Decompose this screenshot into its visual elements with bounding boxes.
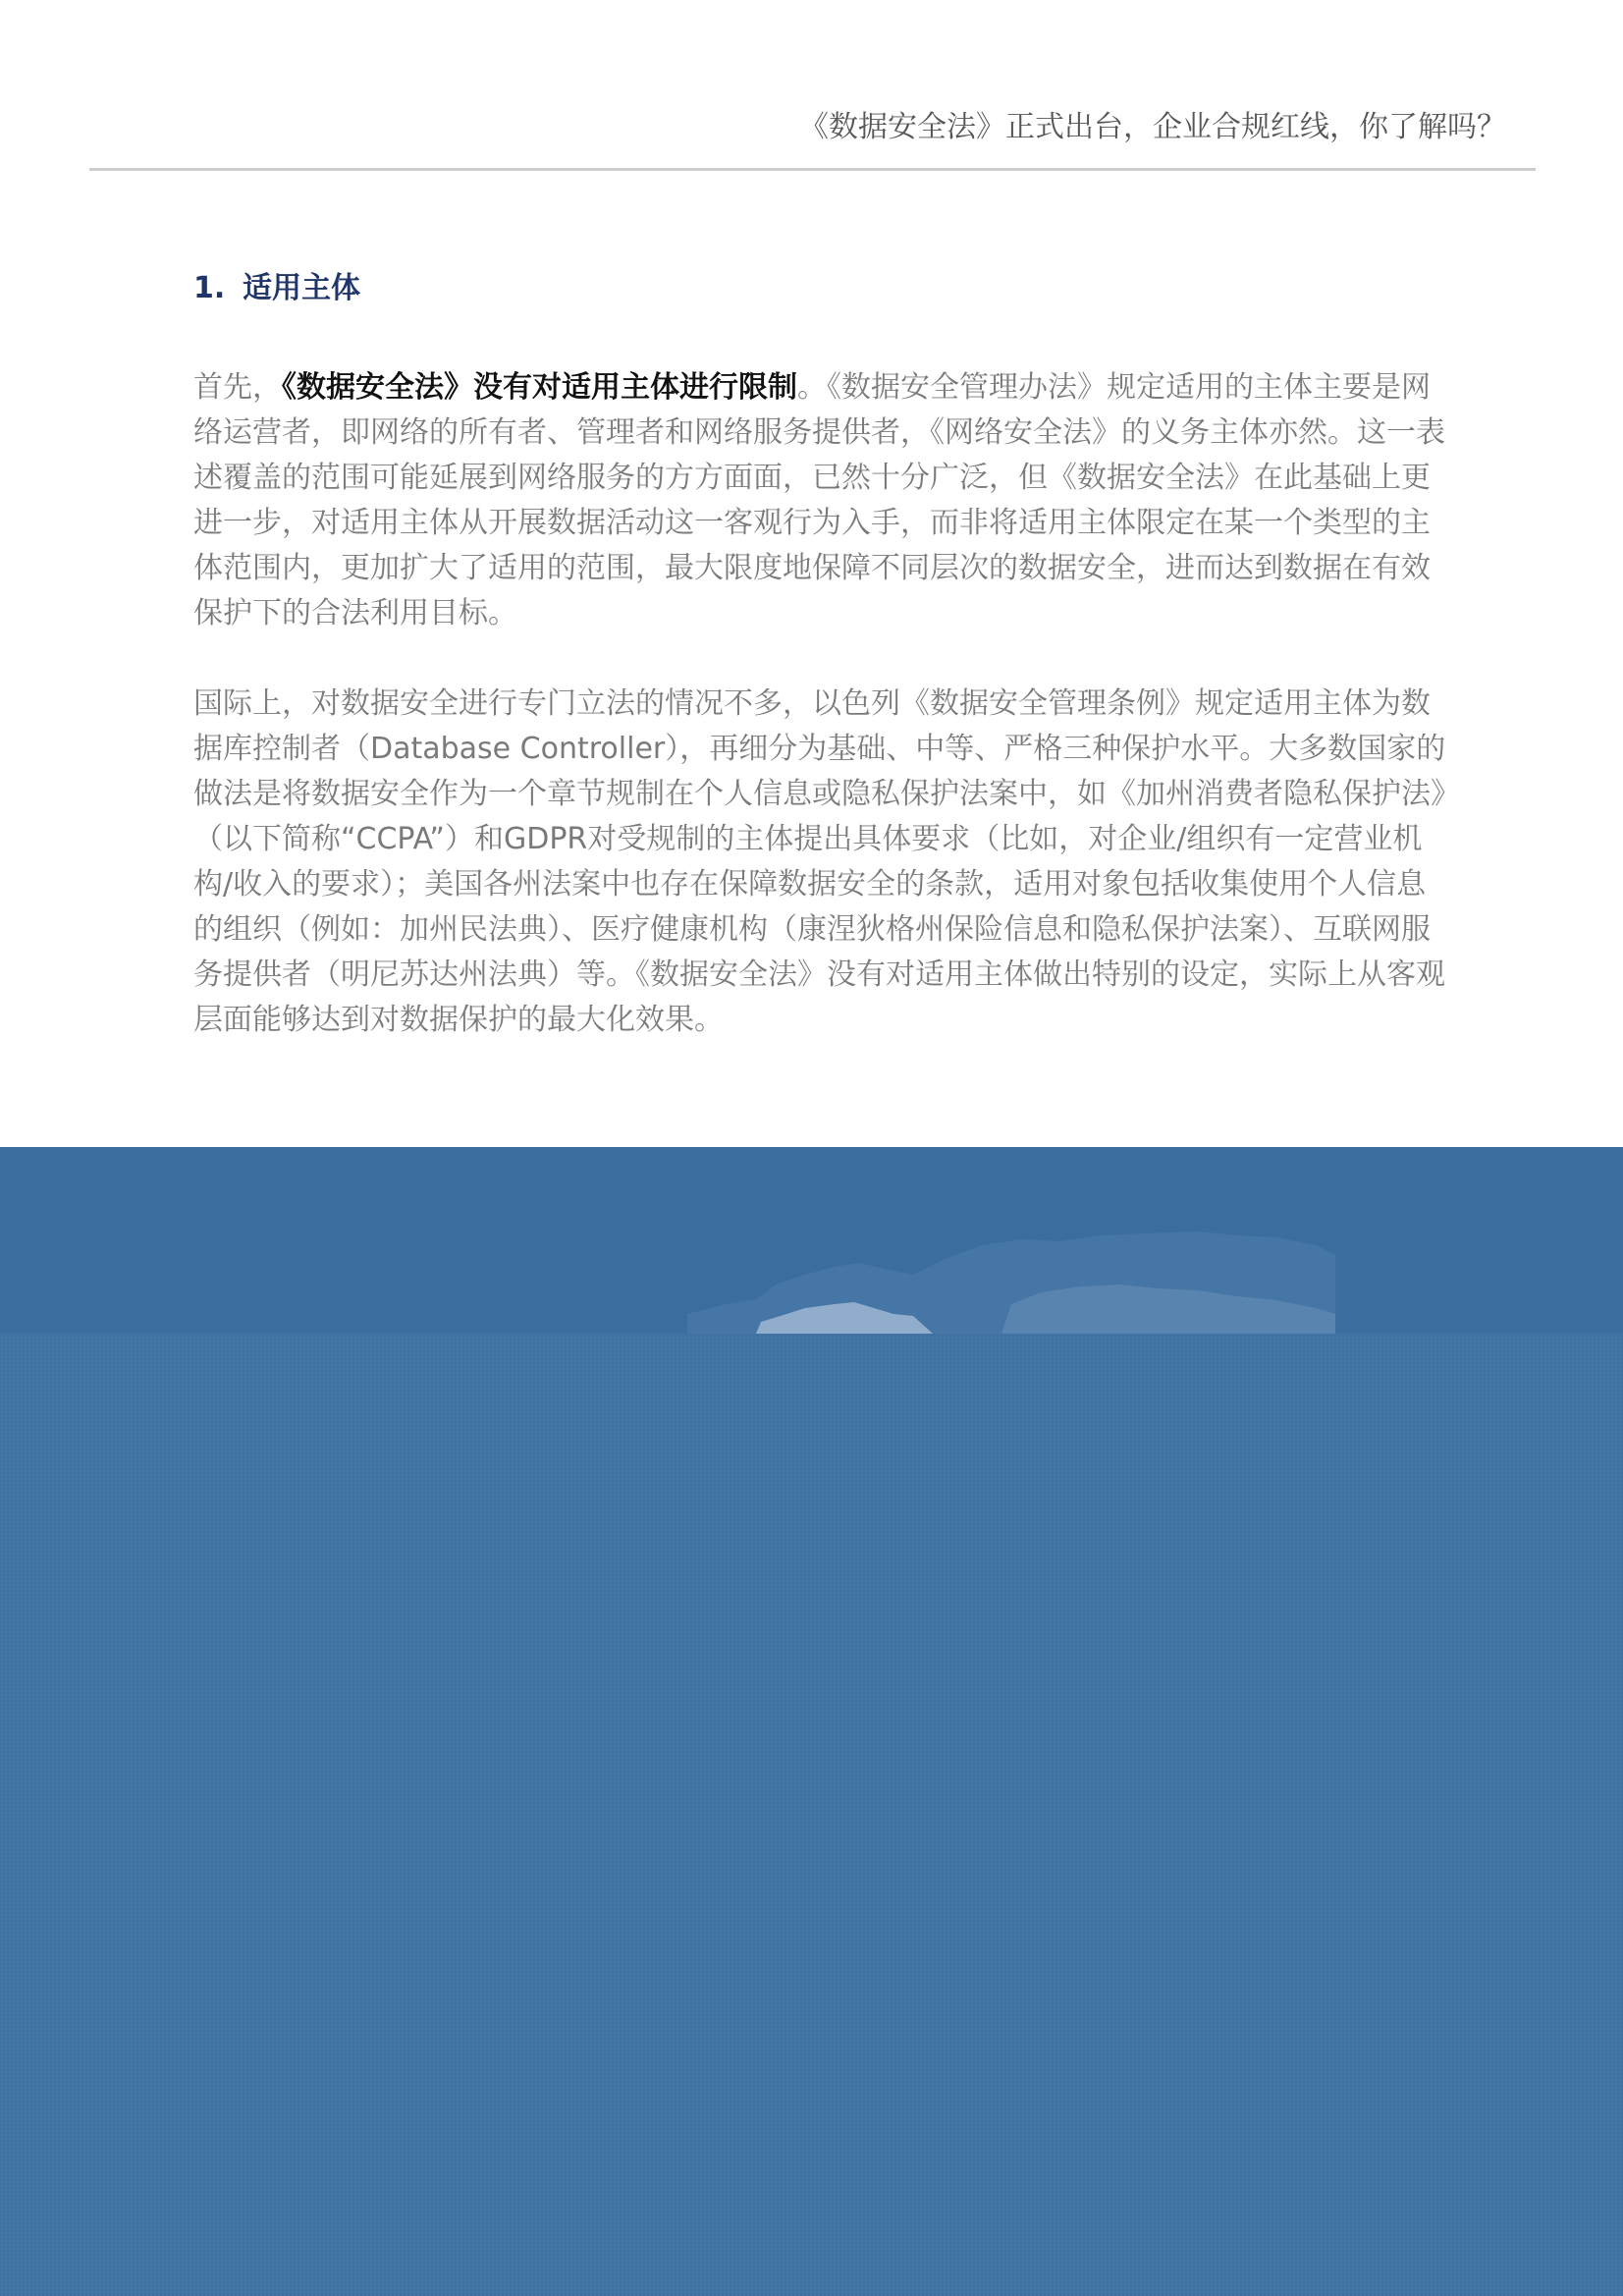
header-title: 《数据安全法》正式出台，企业合规红线，你了解吗？ bbox=[799, 110, 1506, 144]
cover-image-band bbox=[0, 1147, 1623, 2296]
section-heading bbox=[193, 263, 1452, 314]
cityscape-silhouette-image bbox=[687, 1206, 1335, 1334]
section-title: 适用主体 bbox=[243, 271, 360, 305]
paragraph-1-body: 。《数据安全管理办法》规定适用的主体主要是网络运营者，即网络的所有者、管理者和网络服务提供者，《网络安全法》的义务主体亦然。这一表述覆盖的范围可能延展到网络服务的方方面面，已然十分广泛，但《数据安全法》在此基础上更进一步，对适用主体从开展数据活动这一客观行为入手，而非将适用主体限定在某一个类型的主体范围内，更加扩大了适用的范围，最大限度地保障不同层次的数据安全，进而达到数据在有效保护下的合法利用目标。 bbox=[193, 370, 1445, 630]
paragraph-2: 国际上，对数据安全进行专门立法的情况不多，以色列《数据安全管理条例》规定适用主体为数据库控制者（Database Controller），再细分为基础、中等、严格三种保护水平。大多数国家的做法是将数据安全作为一个章节规制在个人信息或隐私保护法案中，如《加州消费者隐私保护法》（以下简称“CCPA”）和GDPR对受规制的主体提出具体要求（比如，对企业/组织有一定营业机构/收入的要求）；美国各州法案中也存在保障数据安全的条款，适用对象包括收集使用个人信息的组织（例如：加州民法典）、医疗健康机构（康涅狄格州保险信息和隐私保护法案）、互联网服务提供者（明尼苏达州法典）等。《数据安全法》没有对适用主体做出特别的设定，实际上从客观层面能够达到对数据保护的最大化效果。 bbox=[193, 686, 1446, 1037]
paragraph-1 bbox=[193, 365, 1452, 636]
paragraph-1-lead: 首先， bbox=[193, 370, 282, 405]
paragraph-1-emphasis: 《数据安全法》没有对适用主体进行限制 bbox=[282, 370, 797, 405]
section-number: 1. bbox=[193, 271, 226, 305]
page-header bbox=[89, 102, 1536, 171]
main-content bbox=[193, 263, 1452, 1043]
